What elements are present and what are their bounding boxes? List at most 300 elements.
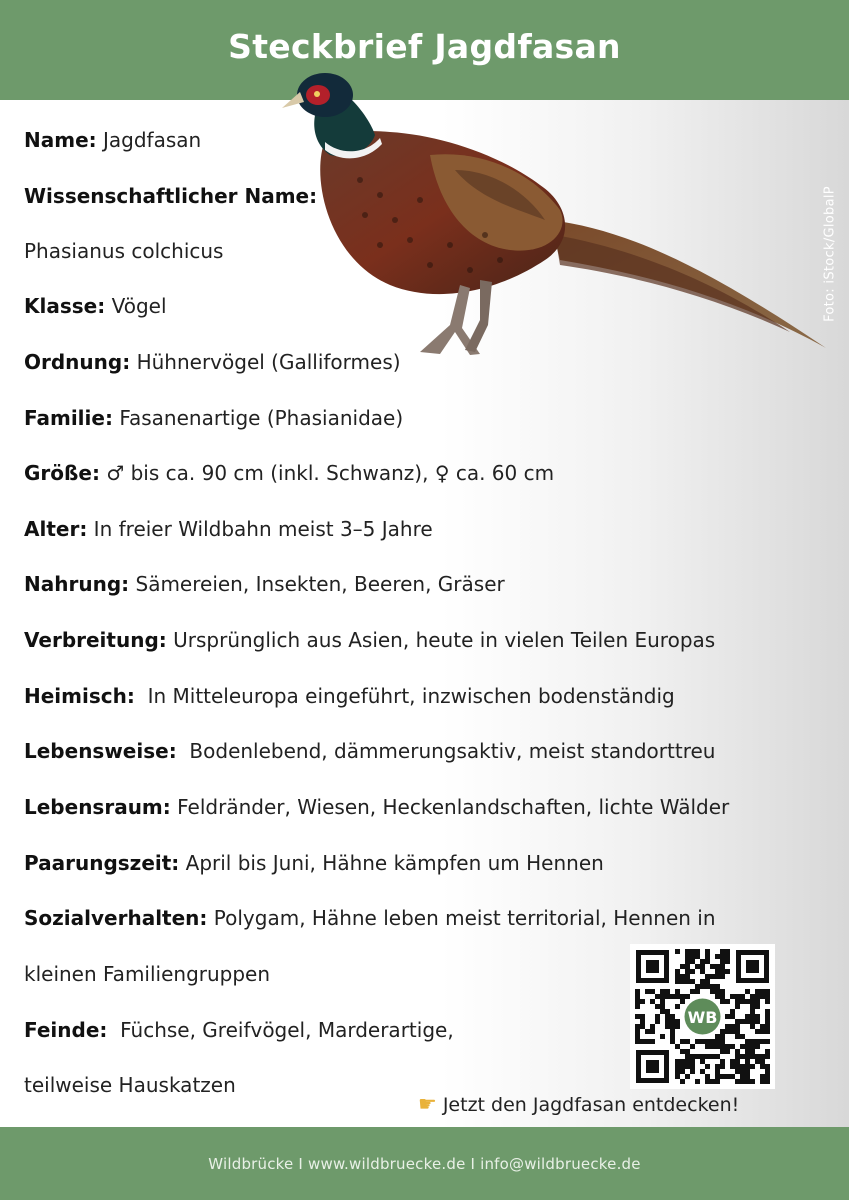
qr-module (700, 984, 705, 989)
qr-module (680, 979, 685, 984)
qr-module (755, 999, 760, 1004)
fact-row (24, 184, 317, 208)
qr-module (660, 994, 665, 999)
qr-module (635, 1034, 640, 1039)
qr-module (665, 1009, 670, 1014)
qr-module (765, 1014, 770, 1019)
qr-module (700, 1069, 705, 1074)
qr-module (745, 989, 750, 994)
qr-module (765, 1029, 770, 1034)
qr-module (765, 1039, 770, 1044)
fact-row (24, 906, 716, 930)
qr-module (715, 989, 720, 994)
qr-module (685, 1074, 690, 1079)
qr-module (740, 1054, 745, 1059)
fact-label: Familie: (24, 406, 113, 430)
qr-module (755, 1029, 760, 1034)
fact-row (24, 461, 554, 485)
qr-module (730, 1044, 735, 1049)
qr-module (665, 994, 670, 999)
qr-module (675, 1069, 680, 1074)
qr-module (675, 974, 680, 979)
qr-module (760, 1079, 765, 1084)
qr-module (725, 969, 730, 974)
fact-row (24, 350, 401, 374)
qr-module (685, 949, 690, 954)
qr-module (750, 1024, 755, 1029)
qr-module (725, 1044, 730, 1049)
qr-module (705, 949, 710, 954)
qr-module (715, 974, 720, 979)
qr-code[interactable] (630, 944, 775, 1089)
qr-module (735, 1034, 740, 1039)
qr-module (745, 1074, 750, 1079)
qr-module (705, 984, 710, 989)
qr-module (690, 954, 695, 959)
qr-module (695, 1079, 700, 1084)
qr-module (645, 1029, 650, 1034)
fact-label: Größe: (24, 461, 100, 485)
qr-module (695, 1039, 700, 1044)
qr-module (740, 1064, 745, 1069)
qr-module (745, 1044, 750, 1049)
qr-module (730, 1014, 735, 1019)
fact-value: Bodenlebend, dämmerungsaktiv, meist standorttreu (176, 739, 716, 763)
qr-module (705, 974, 710, 979)
qr-module (730, 1029, 735, 1034)
qr-module (730, 1059, 735, 1064)
qr-module (760, 994, 765, 999)
qr-module (690, 1069, 695, 1074)
qr-module (705, 1054, 710, 1059)
qr-module (665, 1019, 670, 1024)
qr-module (695, 1054, 700, 1059)
qr-module (635, 1029, 640, 1034)
qr-module (725, 999, 730, 1004)
qr-module (695, 989, 700, 994)
qr-module (730, 1074, 735, 1079)
qr-module (660, 1004, 665, 1009)
qr-module (655, 1004, 660, 1009)
qr-module (740, 1079, 745, 1084)
qr-module (765, 1074, 770, 1079)
qr-module (745, 1049, 750, 1054)
qr-module (720, 989, 725, 994)
qr-module (720, 949, 725, 954)
qr-module (750, 999, 755, 1004)
qr-module (685, 959, 690, 964)
qr-module (675, 1004, 680, 1009)
qr-module (735, 1049, 740, 1054)
fact-label: Nahrung: (24, 572, 130, 596)
qr-module (695, 949, 700, 954)
qr-module (765, 1049, 770, 1054)
qr-module (760, 989, 765, 994)
qr-module (730, 1064, 735, 1069)
qr-module (665, 1024, 670, 1029)
qr-module (725, 954, 730, 959)
fact-label: Paarungszeit: (24, 851, 180, 875)
qr-module (675, 1064, 680, 1069)
qr-module (660, 999, 665, 1004)
qr-module (765, 1019, 770, 1024)
qr-module (670, 1034, 675, 1039)
qr-module (660, 1034, 665, 1039)
qr-module (720, 1044, 725, 1049)
qr-module (715, 1074, 720, 1079)
qr-module (650, 999, 655, 1004)
qr-module (645, 1039, 650, 1044)
qr-module (650, 1024, 655, 1029)
qr-module (725, 949, 730, 954)
qr-module (755, 1019, 760, 1024)
qr-module (700, 1059, 705, 1064)
qr-module (765, 1054, 770, 1059)
qr-module (685, 1049, 690, 1054)
fact-label: Lebensraum: (24, 795, 171, 819)
qr-module (670, 1019, 675, 1024)
qr-module (660, 1009, 665, 1014)
qr-module (680, 994, 685, 999)
qr-module (740, 1034, 745, 1039)
qr-module (685, 1039, 690, 1044)
fact-row (24, 572, 505, 596)
fact-row (24, 517, 433, 541)
fact-row (24, 294, 167, 318)
fact-row (24, 239, 223, 263)
qr-module (670, 1014, 675, 1019)
qr-module (765, 989, 770, 994)
qr-module (735, 1024, 740, 1029)
qr-module (720, 959, 725, 964)
qr-module (745, 1064, 750, 1069)
fact-label: Ordnung: (24, 350, 131, 374)
pointing-hand-icon: ☛ (418, 1092, 437, 1116)
qr-module (635, 1004, 640, 1009)
qr-module (705, 1039, 710, 1044)
qr-module (685, 1064, 690, 1069)
qr-module (715, 969, 720, 974)
qr-module (685, 1059, 690, 1064)
fact-value: April bis Juni, Hähne kämpfen um Hennen (179, 851, 604, 875)
qr-module (740, 1069, 745, 1074)
fact-label: Wissenschaftlicher Name: (24, 184, 318, 208)
qr-module (680, 964, 685, 969)
qr-module (660, 989, 665, 994)
qr-module (715, 994, 720, 999)
qr-module (675, 1044, 680, 1049)
qr-module (675, 969, 680, 974)
qr-module (735, 1054, 740, 1059)
qr-module (745, 1019, 750, 1024)
qr-module (640, 1014, 645, 1019)
qr-module (760, 1054, 765, 1059)
qr-module (635, 989, 640, 994)
footer-bar (0, 1127, 849, 1200)
qr-module (650, 1039, 655, 1044)
qr-module (740, 1044, 745, 1049)
qr-module (670, 1029, 675, 1034)
fact-label: Heimisch: (24, 684, 135, 708)
qr-module (685, 979, 690, 984)
fact-row (24, 739, 715, 763)
qr-module (725, 959, 730, 964)
qr-module (710, 1054, 715, 1059)
qr-module (710, 984, 715, 989)
qr-module (680, 1064, 685, 1069)
fact-row (24, 128, 201, 152)
qr-module (765, 1024, 770, 1029)
qr-module (690, 989, 695, 994)
qr-module (675, 949, 680, 954)
qr-module (710, 974, 715, 979)
qr-module (725, 1029, 730, 1034)
qr-module (715, 984, 720, 989)
qr-module (725, 1024, 730, 1029)
qr-module (720, 1059, 725, 1064)
qr-module (750, 1064, 755, 1069)
qr-module (730, 1009, 735, 1014)
qr-module (715, 1079, 720, 1084)
qr-module (695, 984, 700, 989)
qr-module (715, 1069, 720, 1074)
qr-module (745, 1054, 750, 1059)
qr-module (755, 994, 760, 999)
qr-module (750, 1044, 755, 1049)
qr-module (680, 1079, 685, 1084)
qr-module (665, 1014, 670, 1019)
qr-module (720, 1074, 725, 1079)
qr-module (750, 1054, 755, 1059)
qr-module (680, 1049, 685, 1054)
qr-module (710, 964, 715, 969)
qr-module (755, 989, 760, 994)
fact-label: Name: (24, 128, 97, 152)
qr-module (675, 1024, 680, 1029)
qr-module (640, 1019, 645, 1024)
qr-module (715, 1034, 720, 1039)
qr-module (685, 964, 690, 969)
qr-module (755, 1054, 760, 1059)
qr-module (750, 1009, 755, 1014)
page-title: Steckbrief Jagdfasan (228, 26, 621, 66)
fact-value: Ursprünglich aus Asien, heute in vielen Teilen Europas (166, 628, 716, 652)
fact-label: Feinde: (24, 1018, 108, 1042)
qr-module (715, 1039, 720, 1044)
fact-value: Fasanenartige (Phasianidae) (112, 406, 404, 430)
qr-module (720, 999, 725, 1004)
qr-module (760, 1059, 765, 1064)
qr-module (735, 999, 740, 1004)
qr-module (710, 1039, 715, 1044)
fact-value: In freier Wildbahn meist 3–5 Jahre (87, 517, 433, 541)
qr-module (720, 969, 725, 974)
fact-label: Klasse: (24, 294, 106, 318)
fact-label: Sozialverhalten: (24, 906, 208, 930)
qr-module (675, 1019, 680, 1024)
qr-module (680, 1059, 685, 1064)
qr-module (750, 1004, 755, 1009)
qr-module (755, 1004, 760, 1009)
qr-module (720, 994, 725, 999)
qr-module (715, 1064, 720, 1069)
qr-logo-text: WB (687, 1008, 718, 1027)
fact-label: Verbreitung: (24, 628, 167, 652)
fact-value: Vögel (105, 294, 167, 318)
fact-row (24, 628, 715, 652)
qr-module (735, 1004, 740, 1009)
qr-module (675, 989, 680, 994)
fact-row (24, 1018, 454, 1042)
photo-credit: Foto: iStock/GlobalP (822, 186, 838, 322)
qr-module (725, 1014, 730, 1019)
qr-module (765, 1069, 770, 1074)
qr-module (715, 964, 720, 969)
fact-value: Füchse, Greifvögel, Marderartige, (107, 1018, 454, 1042)
fact-value: kleinen Familiengruppen (24, 962, 271, 986)
qr-module (640, 999, 645, 1004)
qr-module (690, 1044, 695, 1049)
qr-module (695, 954, 700, 959)
fact-value: Jagdfasan (96, 128, 202, 152)
qr-module (680, 1069, 685, 1074)
qr-module (745, 1014, 750, 1019)
qr-module (720, 1064, 725, 1069)
qr-module (680, 999, 685, 1004)
qr-module (690, 949, 695, 954)
qr-module (730, 994, 735, 999)
fact-row (24, 406, 403, 430)
qr-module (635, 1014, 640, 1019)
qr-module (635, 1039, 640, 1044)
qr-module (655, 1014, 660, 1019)
fact-value: Phasianus colchicus (24, 239, 224, 263)
fact-row (24, 851, 604, 875)
qr-module (635, 994, 640, 999)
fact-row (24, 795, 729, 819)
qr-module (675, 979, 680, 984)
qr-module (735, 1064, 740, 1069)
fact-label: Alter: (24, 517, 88, 541)
fact-value: Feldränder, Wiesen, Heckenlandschaften, lichte Wälder (170, 795, 730, 819)
qr-module (650, 1029, 655, 1034)
qr-module (750, 1079, 755, 1084)
qr-module (670, 994, 675, 999)
qr-module (710, 1079, 715, 1084)
qr-module (655, 1019, 660, 1024)
qr-module (705, 959, 710, 964)
qr-module (700, 1054, 705, 1059)
fact-value: In Mitteleuropa eingeführt, inzwischen bodenständig (134, 684, 675, 708)
qr-module (685, 974, 690, 979)
qr-module (755, 1014, 760, 1019)
qr-module (765, 999, 770, 1004)
qr-module (735, 1029, 740, 1034)
qr-module (705, 1079, 710, 1084)
qr-module (760, 1064, 765, 1069)
qr-module (730, 1024, 735, 1029)
qr-module (735, 1079, 740, 1084)
fact-value: ♂ bis ca. 90 cm (inkl. Schwanz), ♀ ca. 60 cm (99, 461, 555, 485)
qr-module (690, 1054, 695, 1059)
qr-module (720, 1029, 725, 1034)
qr-module (750, 1049, 755, 1054)
qr-module (680, 1039, 685, 1044)
qr-module (755, 1044, 760, 1049)
qr-module (725, 1049, 730, 1054)
qr-module (635, 999, 640, 1004)
qr-module (680, 974, 685, 979)
fact-value: Sämereien, Insekten, Beeren, Gräser (129, 572, 505, 596)
pheasant-image (270, 70, 840, 370)
qr-module (715, 1044, 720, 1049)
qr-module (765, 1009, 770, 1014)
qr-module (700, 959, 705, 964)
fact-row (24, 684, 675, 708)
qr-module (745, 1069, 750, 1074)
qr-module (685, 954, 690, 959)
qr-module (700, 969, 705, 974)
qr-module (765, 994, 770, 999)
qr-module (760, 1074, 765, 1079)
footer-contact[interactable]: Wildbrücke I www.wildbruecke.de I info@wildbruecke.de (208, 1154, 641, 1173)
qr-module (760, 1024, 765, 1029)
qr-module (720, 974, 725, 979)
qr-module (685, 1054, 690, 1059)
qr-module (720, 1034, 725, 1039)
qr-module (670, 1024, 675, 1029)
fact-row (24, 962, 270, 986)
qr-module (640, 1024, 645, 1029)
qr-module (685, 994, 690, 999)
qr-module (760, 1029, 765, 1034)
fact-row (24, 1073, 236, 1097)
qr-module (740, 1074, 745, 1079)
qr-module (745, 1079, 750, 1084)
qr-module (745, 1059, 750, 1064)
qr-module (740, 994, 745, 999)
qr-module (640, 1039, 645, 1044)
qr-module (720, 954, 725, 959)
qr-module (745, 1039, 750, 1044)
qr-module (715, 1054, 720, 1059)
qr-module (635, 1024, 640, 1029)
qr-module (675, 994, 680, 999)
qr-module (690, 1064, 695, 1069)
qr-module (740, 999, 745, 1004)
qr-module (765, 1079, 770, 1084)
qr-module (705, 979, 710, 984)
qr-module (740, 1019, 745, 1024)
fact-value: teilweise Hauskatzen (24, 1073, 236, 1097)
fact-value: Hühnervögel (Galliformes) (130, 350, 401, 374)
fact-label: Lebensweise: (24, 739, 177, 763)
qr-module (665, 989, 670, 994)
fact-value: Polygam, Hähne leben meist territorial, Hennen in (207, 906, 716, 930)
qr-module (690, 1059, 695, 1064)
qr-module (695, 964, 700, 969)
qr-module (735, 1069, 740, 1074)
cta-link[interactable] (418, 1091, 739, 1118)
qr-module (700, 1039, 705, 1044)
qr-module (685, 969, 690, 974)
qr-module (705, 1074, 710, 1079)
qr-module (705, 1064, 710, 1069)
qr-module (710, 1044, 715, 1049)
qr-module (750, 1014, 755, 1019)
qr-module (700, 979, 705, 984)
qr-module (720, 1049, 725, 1054)
